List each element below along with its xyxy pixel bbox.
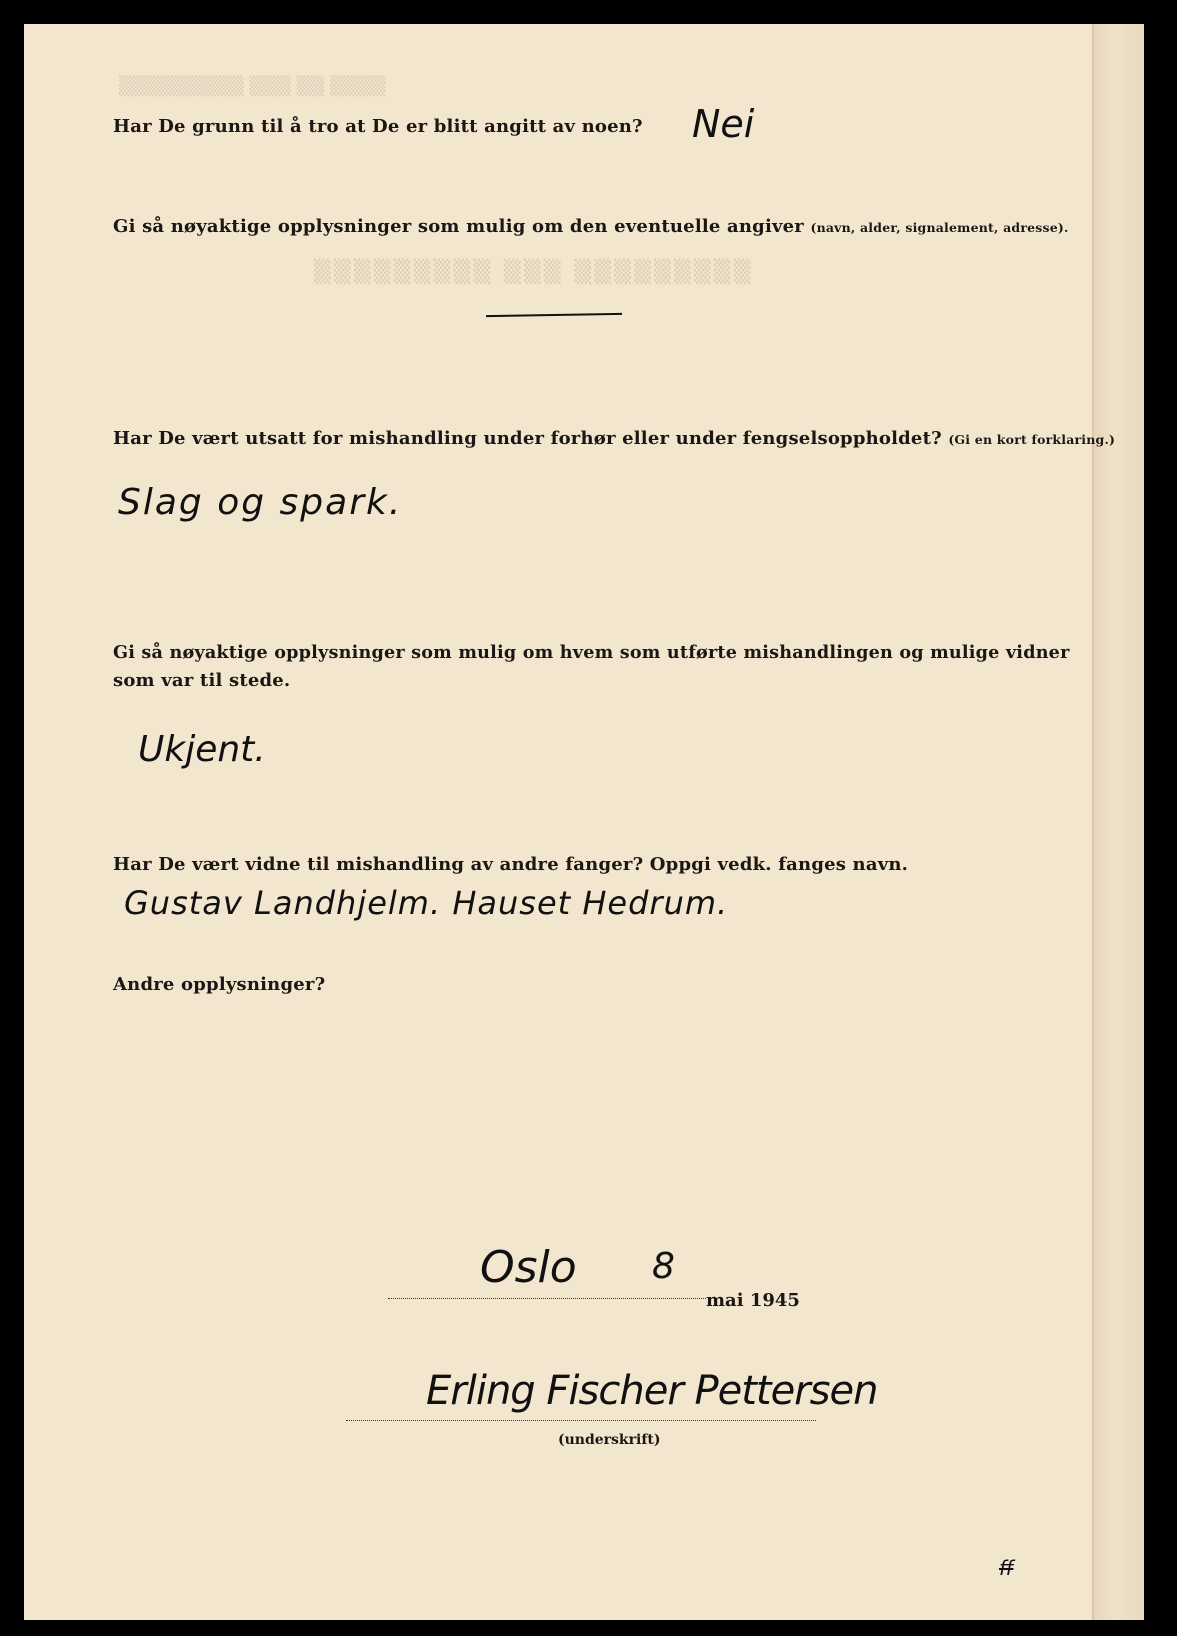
signature-handwritten: Erling Fischer Pettersen xyxy=(426,1368,878,1414)
place-handwritten: Oslo xyxy=(480,1242,577,1293)
question-perpetrators-line2: som var til stede. xyxy=(113,670,291,691)
bleed-through-strip xyxy=(1092,24,1144,1620)
month-year: mai 1945 xyxy=(706,1290,800,1311)
question-informer-details xyxy=(113,216,1069,237)
answer-mistreatment: Slag og spark. xyxy=(118,482,403,523)
day-handwritten: 8 xyxy=(652,1246,675,1287)
bleed-through-text: ▒▒▒▒▒▒▒▒▒ ▒▒▒ ▒▒▒▒▒▒▒▒▒ xyxy=(314,259,754,285)
question-mistreatment-text: Har De vært utsatt for mishandling under forhør eller under fengselsoppholdet? xyxy=(113,428,942,449)
question-perpetrators-line1: Gi så nøyaktige opplysninger som mulig om hvem som utførte mishandlingen og mulige vidner xyxy=(113,642,1070,663)
bleed-through-text: ▒▒▒▒▒▒▒▒▒ ▒▒▒ ▒▒ ▒▒▒▒ xyxy=(119,76,386,97)
question-mistreatment-hint: (Gi en kort forklaring.) xyxy=(948,432,1116,447)
margin-mark: ff xyxy=(999,1556,1014,1580)
answer-witness: Gustav Landhjelm. Hauset Hedrum. xyxy=(124,884,729,922)
question-mistreatment xyxy=(113,428,1115,449)
question-other-info: Andre opplysninger? xyxy=(113,974,326,995)
answer-reported: Nei xyxy=(692,102,755,146)
signature-line xyxy=(346,1420,816,1421)
blank-dash xyxy=(486,313,622,317)
document-page xyxy=(24,24,1144,1620)
signature-label: (underskrift) xyxy=(558,1432,661,1448)
question-witness: Har De vært vidne til mishandling av andre fanger? Oppgi vedk. fanges navn. xyxy=(113,854,909,875)
place-date-line xyxy=(388,1298,706,1299)
question-informer-hint: (navn, alder, signalement, adresse). xyxy=(810,220,1069,235)
question-informer-text: Gi så nøyaktige opplysninger som mulig om den eventuelle angiver xyxy=(113,216,804,237)
question-reported: Har De grunn til å tro at De er blitt angitt av noen? xyxy=(113,116,643,137)
answer-perpetrators: Ukjent. xyxy=(138,729,266,770)
